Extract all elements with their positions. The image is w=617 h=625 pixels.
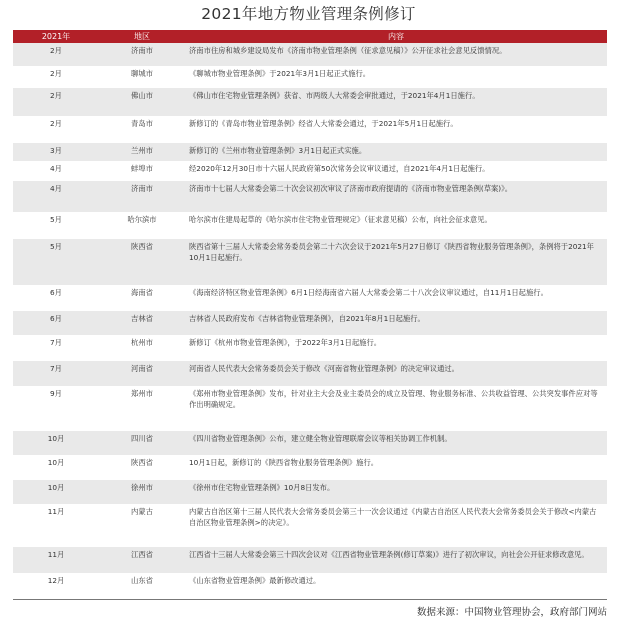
cell-region: 青岛市	[99, 116, 185, 143]
table-row	[13, 335, 607, 361]
cell-month: 6月	[13, 285, 99, 311]
cell-month: 6月	[13, 311, 99, 335]
table-body	[13, 43, 607, 587]
cell-region: 杭州市	[99, 335, 185, 361]
cell-month: 11月	[13, 504, 99, 547]
cell-region: 吉林省	[99, 311, 185, 335]
cell-region: 济南市	[99, 181, 185, 212]
cell-content: 江西省十三届人大常委会第三十四次会议对《江西省物业管理条例(修订草案)》进行了初次审议，向社会公开征求修改意见。	[185, 547, 607, 573]
cell-content: 新修订的《兰州市物业管理条例》3月1日起正式实施。	[185, 143, 607, 161]
cell-month: 10月	[13, 431, 99, 455]
table-row	[13, 573, 607, 587]
cell-region: 河南省	[99, 361, 185, 386]
cell-month: 2月	[13, 43, 99, 66]
table-header-row	[13, 30, 607, 43]
table-row	[13, 455, 607, 480]
cell-content: 河南省人民代表大会常务委员会关于修改《河南省物业管理条例》的决定审议通过。	[185, 361, 607, 386]
cell-region: 徐州市	[99, 480, 185, 504]
cell-content: 《聊城市物业管理条例》于2021年3月1日起正式施行。	[185, 66, 607, 88]
cell-content: 《海南经济特区物业管理条例》6月1日经海南省六届人大常委会第二十八次会议审议通过，自11月1日起施行。	[185, 285, 607, 311]
header-year: 2021年	[13, 30, 99, 43]
cell-region: 佛山市	[99, 88, 185, 116]
table-row	[13, 239, 607, 285]
table-row	[13, 43, 607, 66]
cell-content: 《四川省物业管理条例》公布，建立健全物业管理联席会议等相关协调工作机制。	[185, 431, 607, 455]
cell-content: 10月1日起，新修订的《陕西省物业服务管理条例》施行。	[185, 455, 607, 480]
cell-month: 12月	[13, 573, 99, 587]
page-title: 2021年地方物业管理条例修订	[201, 5, 416, 23]
cell-month: 7月	[13, 361, 99, 386]
cell-region: 陕西省	[99, 455, 185, 480]
cell-month: 7月	[13, 335, 99, 361]
cell-month: 5月	[13, 239, 99, 285]
table-row	[13, 361, 607, 386]
cell-content: 新修订的《青岛市物业管理条例》经省人大常委会通过，于2021年5月1日起施行。	[185, 116, 607, 143]
cell-content: 《徐州市住宅物业管理条例》10月8日发布。	[185, 480, 607, 504]
cell-content: 《山东省物业管理条例》最新修改通过。	[185, 573, 607, 587]
cell-region: 四川省	[99, 431, 185, 455]
table-row	[13, 161, 607, 181]
cell-month: 9月	[13, 386, 99, 431]
cell-month: 3月	[13, 143, 99, 161]
header-content: 内容	[185, 30, 607, 43]
table-row	[13, 386, 607, 431]
cell-content: 哈尔滨市住建局起草的《哈尔滨市住宅物业管理规定》（征求意见稿）公布，向社会征求意见。	[185, 212, 607, 239]
cell-content: 济南市十七届人大常委会第二十次会议初次审议了济南市政府提请的《济南市物业管理条例(草案)》。	[185, 181, 607, 212]
cell-month: 5月	[13, 212, 99, 239]
table-row	[13, 181, 607, 212]
cell-month: 2月	[13, 66, 99, 88]
table-row	[13, 431, 607, 455]
cell-content: 《郑州市物业管理条例》发布，针对业主大会及业主委员会的成立及管理、物业服务标准、公共收益管理、公共突发事件应对等作出明确规定。	[185, 386, 607, 431]
table-row	[13, 285, 607, 311]
table-row	[13, 504, 607, 547]
cell-month: 2月	[13, 116, 99, 143]
table-row	[13, 143, 607, 161]
table-row	[13, 212, 607, 239]
cell-month: 10月	[13, 480, 99, 504]
table-row	[13, 66, 607, 88]
table-row	[13, 88, 607, 116]
header-region: 地区	[99, 30, 185, 43]
cell-region: 聊城市	[99, 66, 185, 88]
bottom-divider	[13, 599, 607, 600]
cell-region: 陕西省	[99, 239, 185, 285]
cell-region: 山东省	[99, 573, 185, 587]
cell-region: 哈尔滨市	[99, 212, 185, 239]
table-row	[13, 547, 607, 573]
cell-month: 4月	[13, 181, 99, 212]
cell-content: 济南市住房和城乡建设局发布《济南市物业管理条例（征求意见稿）》公开征求社会意见反馈情况。	[185, 43, 607, 66]
cell-content: 新修订《杭州市物业管理条例》，于2022年3月1日起施行。	[185, 335, 607, 361]
cell-region: 兰州市	[99, 143, 185, 161]
cell-content: 吉林省人民政府发布《吉林省物业管理条例》，自2021年8月1日起施行。	[185, 311, 607, 335]
cell-content: 经2020年12月30日市十六届人民政府第50次常务会议审议通过，自2021年4月1日起施行。	[185, 161, 607, 181]
cell-region: 内蒙古	[99, 504, 185, 547]
cell-month: 10月	[13, 455, 99, 480]
table-row	[13, 116, 607, 143]
cell-region: 蚌埠市	[99, 161, 185, 181]
data-source-note: 数据来源：中国物业管理协会，政府部门网站	[416, 607, 607, 618]
table-row	[13, 480, 607, 504]
cell-region: 济南市	[99, 43, 185, 66]
regulation-table	[13, 30, 607, 587]
cell-content: 《佛山市住宅物业管理条例》获省、市两级人大常委会审批通过，于2021年4月1日施行。	[185, 88, 607, 116]
cell-month: 11月	[13, 547, 99, 573]
cell-month: 2月	[13, 88, 99, 116]
cell-region: 海南省	[99, 285, 185, 311]
cell-region: 郑州市	[99, 386, 185, 431]
cell-month: 4月	[13, 161, 99, 181]
table-row	[13, 311, 607, 335]
cell-content: 内蒙古自治区第十三届人民代表大会常务委员会第三十一次会议通过《内蒙古自治区人民代表大会常务委员会关于修改<内蒙古自治区物业管理条例>的决定》。	[185, 504, 607, 547]
cell-content: 陕西省第十三届人大常委会常务委员会第二十六次会议于2021年5月27日修订《陕西省物业服务管理条例》，条例将于2021年10月1日起施行。	[185, 239, 607, 285]
cell-region: 江西省	[99, 547, 185, 573]
